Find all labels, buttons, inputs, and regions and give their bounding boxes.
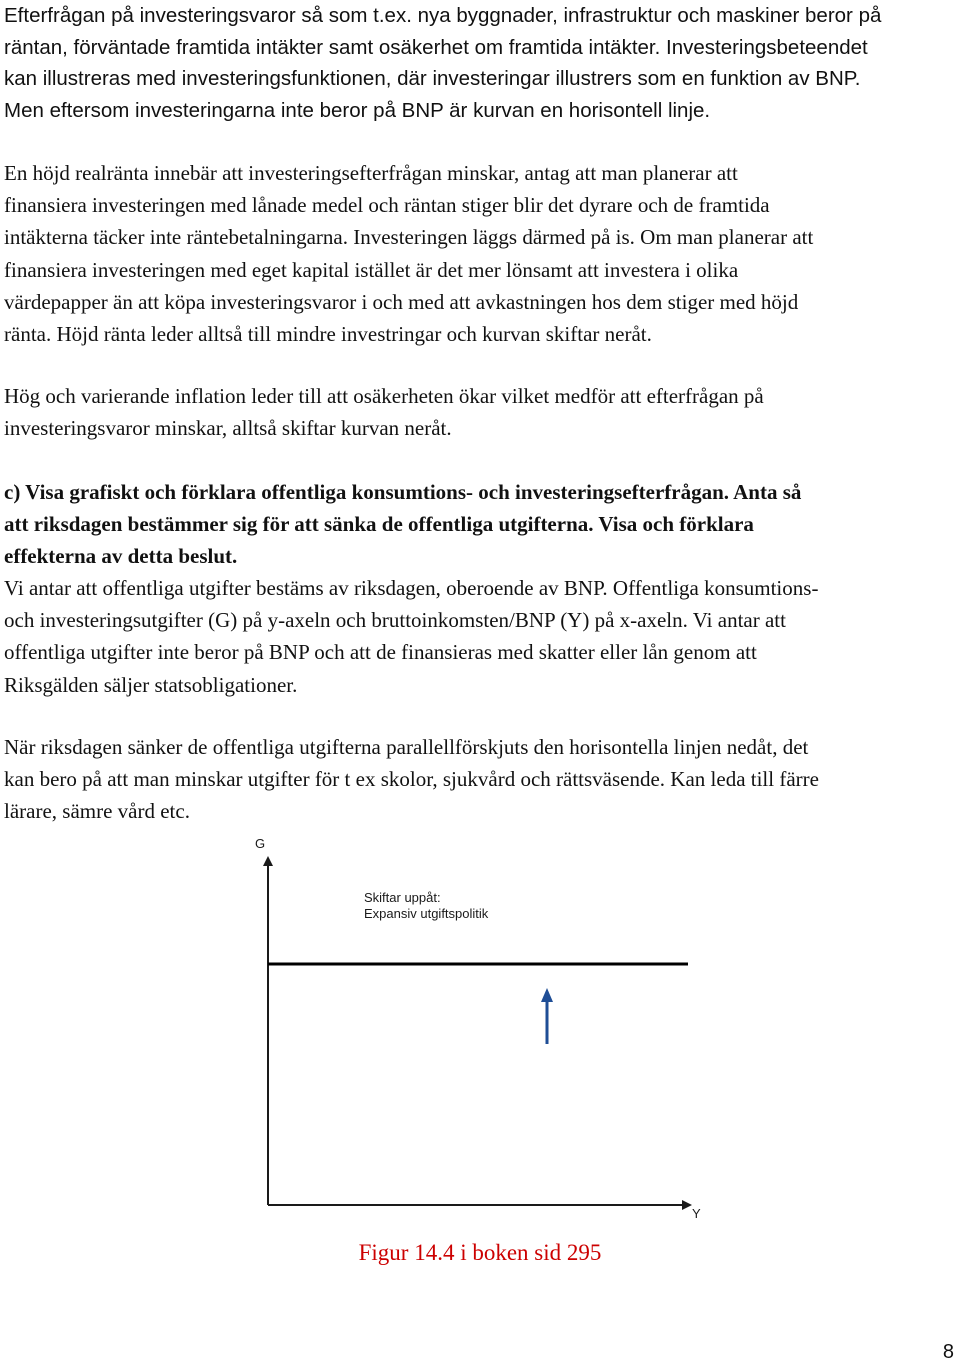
annotation-expansive-policy: Expansiv utgiftspolitik [364,906,489,921]
figure-caption: Figur 14.4 i boken sid 295 [358,1240,602,1265]
shift-up-arrow-icon [541,988,553,1002]
question-line: effekterna av detta beslut. [4,544,238,569]
paragraph-real-interest [4,157,958,350]
text-line: Riksgälden säljer statsobligationer. [4,672,298,697]
text-line: ränta. Höjd ränta leder alltså till mindre investringar och kurvan skiftar neråt. [4,322,652,347]
text-line: lärare, sämre vård etc. [4,799,190,824]
text-line: kan bero på att man minskar utgifter för t ex skolor, sjukvård och rättsväsende. Kan leda till färre [4,767,819,792]
text-line: investeringsvaror minskar, alltså skiftar kurvan neråt. [4,416,452,441]
text-line: värdepapper än att köpa investeringsvaror i och med att avkastningen hos dem stiger med höjd [4,289,799,314]
text-line: intäkterna täcker inte räntebetalningarna. Investeringen läggs därmed på is. Om man planerar att [4,225,814,250]
paragraph-spending-cut [4,731,958,828]
text-line: Vi antar att offentliga utgifter bestäms av riksdagen, oberoende av BNP. Offentliga konsumtions- [4,576,819,600]
text-line: finansiera investeringen med eget kapital istället är det mer lönsamt att investera i olika [4,257,739,282]
y-axis-arrowhead [263,856,273,866]
text-line: räntan, förväntade framtida intäkter samt osäkerhet om framtida intäkter. Investeringsbeteendet [4,35,868,59]
x-axis-arrowhead [682,1200,692,1210]
government-spending-diagram [0,830,960,1230]
paragraph-government-spending [4,572,958,701]
text-line: En höjd realränta innebär att investeringsefterfrågan minskar, antag att man planerar att [4,161,738,185]
text-line: Men eftersom investeringarna inte beror på BNP är kurvan en horisontell linje. [4,99,711,123]
text-line: När riksdagen sänker de offentliga utgifterna parallellförskjuts den horisontella linjen nedåt, det [4,735,809,759]
y-axis-label: G [255,836,266,851]
x-axis-label: Y [692,1206,701,1221]
text-line: Efterfrågan på investeringsvaror så som t.ex. nya byggnader, infrastruktur och maskiner beror på [4,4,882,27]
question-c [4,476,958,573]
text-line: finansiera investeringen med lånade medel och räntan stiger blir det dyrare och de framtida [4,193,770,218]
text-line: kan illustreras med investeringsfunktionen, där investeringar illustrers som en funktion av BNP. [4,67,861,91]
page-number: 8 [942,1341,954,1363]
annotation-shift-up: Skiftar uppåt: [364,890,441,905]
question-line: att riksdagen bestämmer sig för att sänka de offentliga utgifterna. Visa och förklara [4,512,754,537]
paragraph-investment-demand [4,0,958,127]
question-line: c) Visa grafiskt och förklara offentliga konsumtions- och investeringsefterfrågan. Anta så [4,480,802,504]
text-line: Hög och varierande inflation leder till att osäkerheten ökar vilket medför att efterfrågan på [4,384,764,408]
text-line: offentliga utgifter inte beror på BNP och att de finansieras med skatter eller lån genom att [4,640,757,665]
text-line: och investeringsutgifter (G) på y-axeln och bruttoinkomsten/BNP (Y) på x-axeln. Vi antar att [4,608,786,633]
paragraph-inflation [4,380,958,444]
